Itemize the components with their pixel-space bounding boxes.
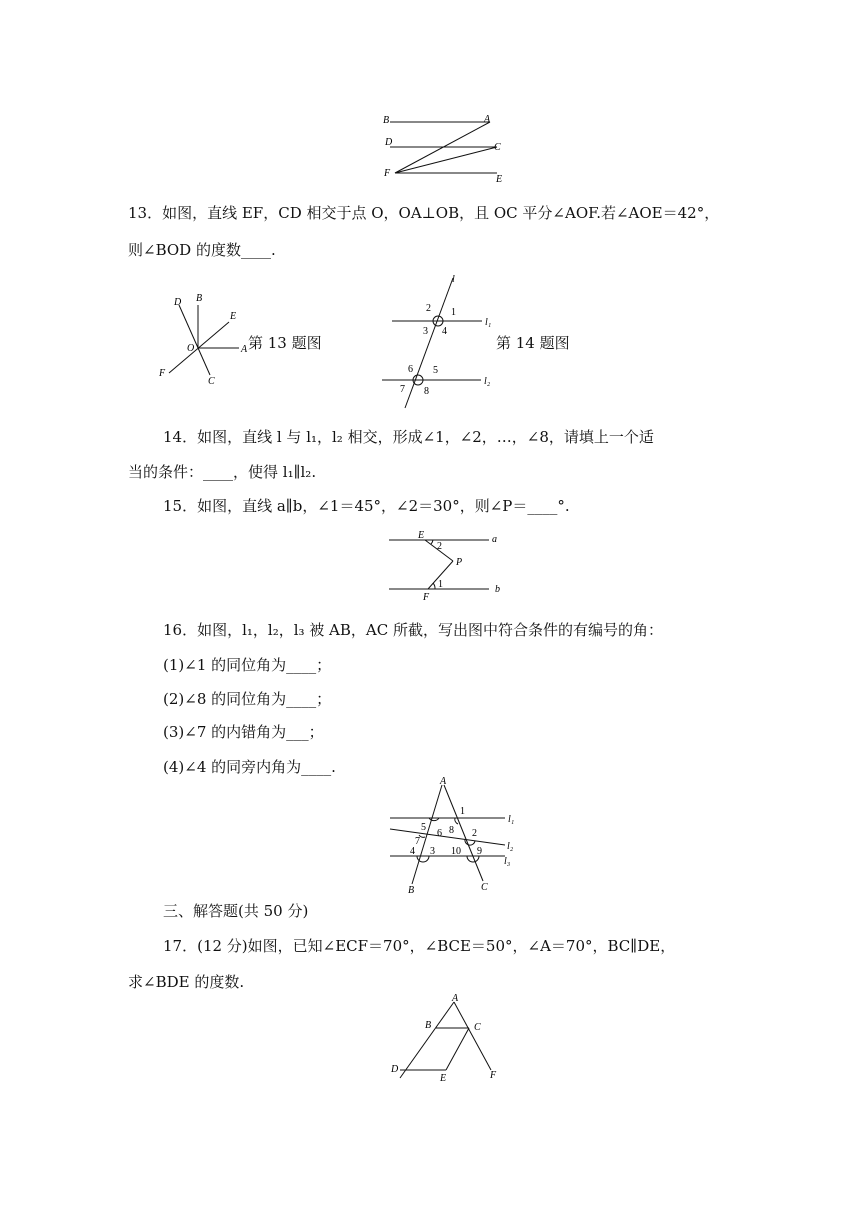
label-l1: l₁	[508, 814, 515, 825]
label-B: B	[425, 1020, 432, 1031]
angle-label-8: 8	[424, 386, 429, 397]
figure-13-caption: 第 13 题图	[248, 334, 322, 352]
section-3-heading: 三、解答题(共 50 分)	[163, 902, 309, 920]
angle-label-7: 7	[415, 836, 420, 847]
label-E: E	[440, 1073, 447, 1084]
label-B: B	[383, 115, 390, 126]
angle-label-7: 7	[400, 384, 405, 395]
label-D: D	[385, 137, 393, 148]
label-B: B	[408, 885, 415, 896]
angle-label-6: 6	[408, 364, 413, 375]
label-C: C	[481, 882, 488, 893]
label-F: F	[384, 168, 391, 179]
figure-15	[383, 528, 508, 603]
q16-sub1: (1)∠1 的同位角为____；	[163, 656, 332, 674]
angle-label-2: 2	[437, 541, 442, 552]
angle-label-4: 4	[410, 846, 415, 857]
angle-label-6: 6	[437, 828, 442, 839]
angle-label-5: 5	[433, 365, 438, 376]
label-b: b	[495, 584, 500, 595]
label-F: F	[490, 1070, 497, 1081]
angle-label-8: 8	[449, 825, 454, 836]
label-l3: l₃	[504, 856, 511, 867]
q16-sub3: (3)∠7 的内错角为___；	[163, 723, 324, 741]
q13-text-line1: 13．如图，直线 EF，CD 相交于点 O，OA⊥OB，且 OC 平分∠AOF.若∠AOE＝42°，	[128, 204, 720, 222]
label-a: a	[492, 534, 497, 545]
angle-label-1: 1	[438, 579, 443, 590]
label-l: l	[452, 274, 455, 285]
q16-sub4: (4)∠4 的同旁内角为____.	[163, 758, 336, 776]
label-A: A	[484, 114, 491, 125]
label-O: O	[187, 343, 195, 354]
q14-text-line1: 14．如图，直线 l 与 l₁，l₂ 相交，形成∠1，∠2，…，∠8，请填上一个适	[163, 428, 654, 446]
label-A: A	[440, 776, 447, 787]
figure-16	[385, 777, 520, 895]
angle-label-3: 3	[423, 326, 428, 337]
label-C: C	[208, 376, 215, 387]
label-C: C	[494, 142, 501, 153]
label-l2: l₂	[507, 841, 514, 852]
figure-top-lines	[380, 110, 510, 185]
label-l2: l₂	[484, 376, 491, 387]
q14-text-line2: 当的条件：____，使得 l₁∥l₂.	[128, 463, 317, 481]
label-D: D	[174, 297, 182, 308]
label-E: E	[496, 174, 503, 185]
figure-13	[155, 288, 255, 388]
label-A: A	[452, 993, 459, 1004]
angle-label-3: 3	[430, 846, 435, 857]
label-A: A	[241, 344, 248, 355]
angle-label-10: 10	[451, 846, 461, 857]
angle-label-5: 5	[421, 822, 426, 833]
q17-text-line1: 17．(12 分)如图，已知∠ECF＝70°，∠BCE＝50°，∠A＝70°，BC∥DE，	[163, 937, 676, 955]
label-D: D	[391, 1064, 399, 1075]
angle-label-2: 2	[472, 828, 477, 839]
angle-label-1: 1	[451, 307, 456, 318]
q17-text-line2: 求∠BDE 的度数.	[128, 973, 245, 991]
figure-14	[378, 270, 503, 410]
angle-label-1: 1	[460, 806, 465, 817]
figure-14-caption: 第 14 题图	[496, 334, 570, 352]
label-C: C	[474, 1022, 481, 1033]
label-F: F	[159, 368, 166, 379]
label-F: F	[423, 592, 430, 603]
q16-sub2: (2)∠8 的同位角为____；	[163, 690, 332, 708]
angle-label-4: 4	[442, 326, 447, 337]
label-E: E	[418, 530, 425, 541]
label-E: E	[230, 311, 237, 322]
label-B: B	[196, 293, 203, 304]
label-l1: l₁	[485, 317, 492, 328]
figure-17	[385, 990, 510, 1085]
label-P: P	[456, 557, 463, 568]
angle-label-9: 9	[477, 846, 482, 857]
q13-text-line2: 则∠BOD 的度数____.	[128, 241, 276, 259]
q16-text-line1: 16．如图，l₁，l₂，l₃ 被 AB，AC 所截，写出图中符合条件的有编号的角：	[163, 621, 663, 639]
q15-text-line1: 15．如图，直线 a∥b，∠1＝45°，∠2＝30°，则∠P＝____°.	[163, 497, 570, 515]
angle-label-2: 2	[426, 303, 431, 314]
